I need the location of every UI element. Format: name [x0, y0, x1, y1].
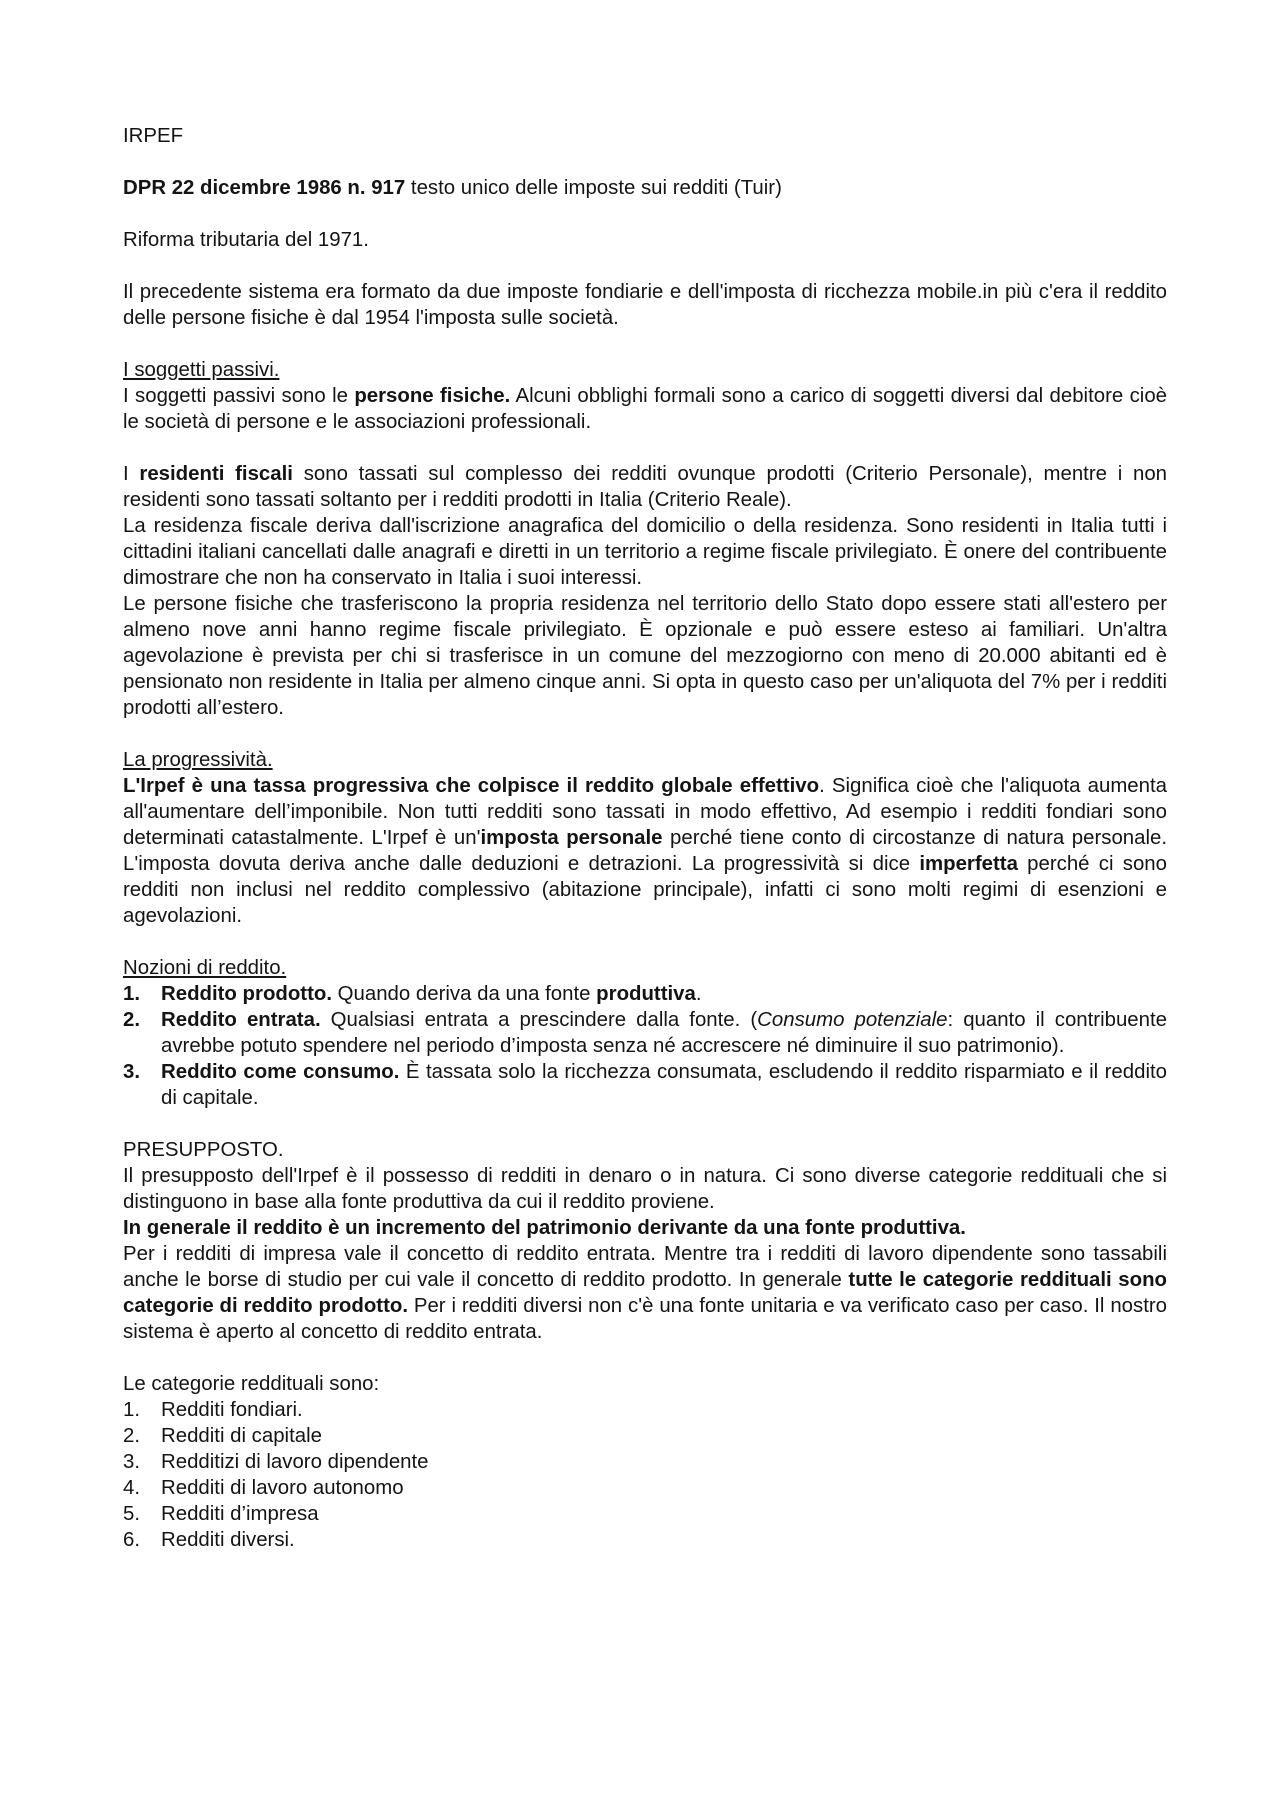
list-item [123, 1397, 1167, 1423]
precedente-paragraph: Il precedente sistema era formato da due imposte fondiarie e dell'imposta di ricchezza mobile.in più c'era il reddito delle persone fisiche è dal 1954 l'imposta sulle società. [123, 281, 1167, 329]
list-number: 1. [123, 1399, 141, 1421]
list-number: 6. [123, 1529, 141, 1551]
soggetti-paragraph-1 [123, 383, 1167, 435]
list-item [123, 1449, 1167, 1475]
soggetti-heading: I soggetti passivi. [123, 359, 280, 381]
bold-run: persone fisiche. [354, 385, 511, 407]
list-number: 5. [123, 1503, 141, 1525]
text-run: È tassata solo la ricchezza consumata, escludendo il reddito risparmiato e il reddito di capitale. [161, 1061, 1167, 1109]
text-run: I [123, 463, 140, 485]
bold-run: imposta personale [480, 827, 663, 849]
list-text: Redditi di lavoro autonomo [161, 1477, 404, 1499]
nozioni-heading: Nozioni di reddito. [123, 957, 287, 979]
list-number: 2. [123, 1009, 141, 1031]
list-item [123, 1527, 1167, 1553]
presupposto-paragraph-3 [123, 1241, 1167, 1345]
list-item [123, 981, 1167, 1007]
bold-run: In generale il reddito è un incremento del patrimonio derivante da una fonte produttiva. [123, 1217, 966, 1239]
bold-run: L'Irpef è una tassa progressiva che colpisce il reddito globale effettivo [123, 775, 820, 797]
dpr-rest: testo unico delle imposte sui redditi (Tuir) [405, 177, 782, 199]
bold-run: produttiva [596, 983, 696, 1005]
list-number: 3. [123, 1061, 141, 1083]
text-run: Per i redditi di impresa vale il concetto di reddito entrata. Mentre tra i redditi di lavoro dipendente sono tassabili anche le borse di studio per cui vale il concetto di reddito prodotto. In generale [123, 1243, 1167, 1291]
categorie-list [123, 1397, 1167, 1553]
bold-run: Reddito prodotto. [161, 983, 333, 1005]
bold-run: Reddito entrata. [161, 1009, 321, 1031]
list-text: Redditizi di lavoro dipendente [161, 1451, 429, 1473]
text-run: I soggetti passivi sono le [123, 385, 355, 407]
list-number: 2. [123, 1425, 141, 1447]
list-number: 3. [123, 1451, 141, 1473]
list-number: 4. [123, 1477, 141, 1499]
list-item [123, 1501, 1167, 1527]
list-text: Redditi d’impresa [161, 1503, 319, 1525]
text-run: sono tassati sul complesso dei redditi ovunque prodotti (Criterio Personale), mentre i non residenti sono tassati soltanto per i redditi prodotti in Italia (Criterio Reale). [123, 463, 1167, 511]
presupposto-paragraph-1: Il presupposto dell'Irpef è il possesso di redditi in denaro o in natura. Ci sono diverse categorie reddituali che si distinguono in base alla fonte produttiva da cui il reddito proviene. [123, 1165, 1167, 1213]
nozioni-list [123, 981, 1167, 1111]
list-item [123, 1475, 1167, 1501]
list-text: Redditi di capitale [161, 1425, 322, 1447]
list-text: Redditi diversi. [161, 1529, 295, 1551]
progressivita-heading: La progressività. [123, 749, 273, 771]
soggetti-paragraph-2 [123, 461, 1167, 513]
italic-run: Consumo potenziale [757, 1009, 948, 1031]
text-run: Qualsiasi entrata a prescindere dalla fonte. ( [320, 1009, 758, 1031]
text-run: . [695, 983, 702, 1005]
text-run: Quando deriva da una fonte [332, 983, 597, 1005]
text-run: Per i redditi diversi non c'è una fonte unitaria e va verificato caso per caso. Il nostro sistema è aperto al concetto di reddito entrata. [123, 1295, 1167, 1343]
doc-title: IRPEF [123, 125, 184, 147]
list-item [123, 1059, 1167, 1111]
categorie-intro: Le categorie reddituali sono: [123, 1373, 380, 1395]
soggetti-paragraph-3: La residenza fiscale deriva dall'iscrizione anagrafica del domicilio o della residenza. Sono residenti in Italia tutti i cittadini italiani cancellati dalle anagrafi e diretti in un territorio a regime fiscale privilegiato. È onere del contribuente dimostrare che non ha conservato in Italia i suoi interessi. [123, 515, 1167, 589]
list-number: 1. [123, 983, 141, 1005]
progressivita-paragraph [123, 773, 1167, 929]
bold-run: tutte le categorie reddituali sono categorie di reddito prodotto. [123, 1269, 1167, 1317]
presupposto-heading: PRESUPPOSTO. [123, 1139, 284, 1161]
text-run: perché tiene conto di circostanze di natura personale. L'imposta dovuta deriva anche dalle deduzioni e detrazioni. La progressività si dice [123, 827, 1168, 875]
dpr-bold: DPR 22 dicembre 1986 n. 917 [123, 177, 406, 199]
bold-run: residenti fiscali [139, 463, 293, 485]
soggetti-paragraph-4: Le persone fisiche che trasferiscono la propria residenza nel territorio dello Stato dopo essere stati all'estero per almeno nove anni hanno regime fiscale privilegiato. È opzionale e può essere esteso ai familiari. Un'altra agevolazione è prevista per chi si trasferisce in un comune del mezzogiorno con meno di 20.000 abitanti ed è pensionato non residente in Italia per almeno cinque anni. Si opta in questo caso per un'aliquota del 7% per i redditi prodotti all’estero. [123, 593, 1167, 719]
text-run: . Significa cioè che l'aliquota aumenta all'aumentare dell’imponibile. Non tutti redditi sono tassati in modo effettivo, Ad esempio i redditi fondiari sono determinati catastalmente. L'Irpef è un' [123, 775, 1167, 849]
list-item [123, 1007, 1167, 1059]
riforma-line: Riforma tributaria del 1971. [123, 229, 369, 251]
bold-run: imperfetta [919, 853, 1018, 875]
text-run: Alcuni obblighi formali sono a carico di soggetti diversi dal debitore cioè le società di persone e le associazioni professionali. [123, 385, 1167, 433]
bold-run: Reddito come consumo. [161, 1061, 400, 1083]
text-run: : quanto il contribuente avrebbe potuto spendere nel periodo d’imposta senza né accrescere né diminuire il suo patrimonio). [161, 1009, 1167, 1057]
list-text: Redditi fondiari. [161, 1399, 303, 1421]
list-item [123, 1423, 1167, 1449]
dpr-reference [123, 175, 1167, 201]
text-run: perché ci sono redditi non inclusi nel reddito complessivo (abitazione principale), infatti ci sono molti regimi di esenzioni e agevolazioni. [123, 853, 1167, 927]
presupposto-paragraph-2 [123, 1215, 1167, 1241]
